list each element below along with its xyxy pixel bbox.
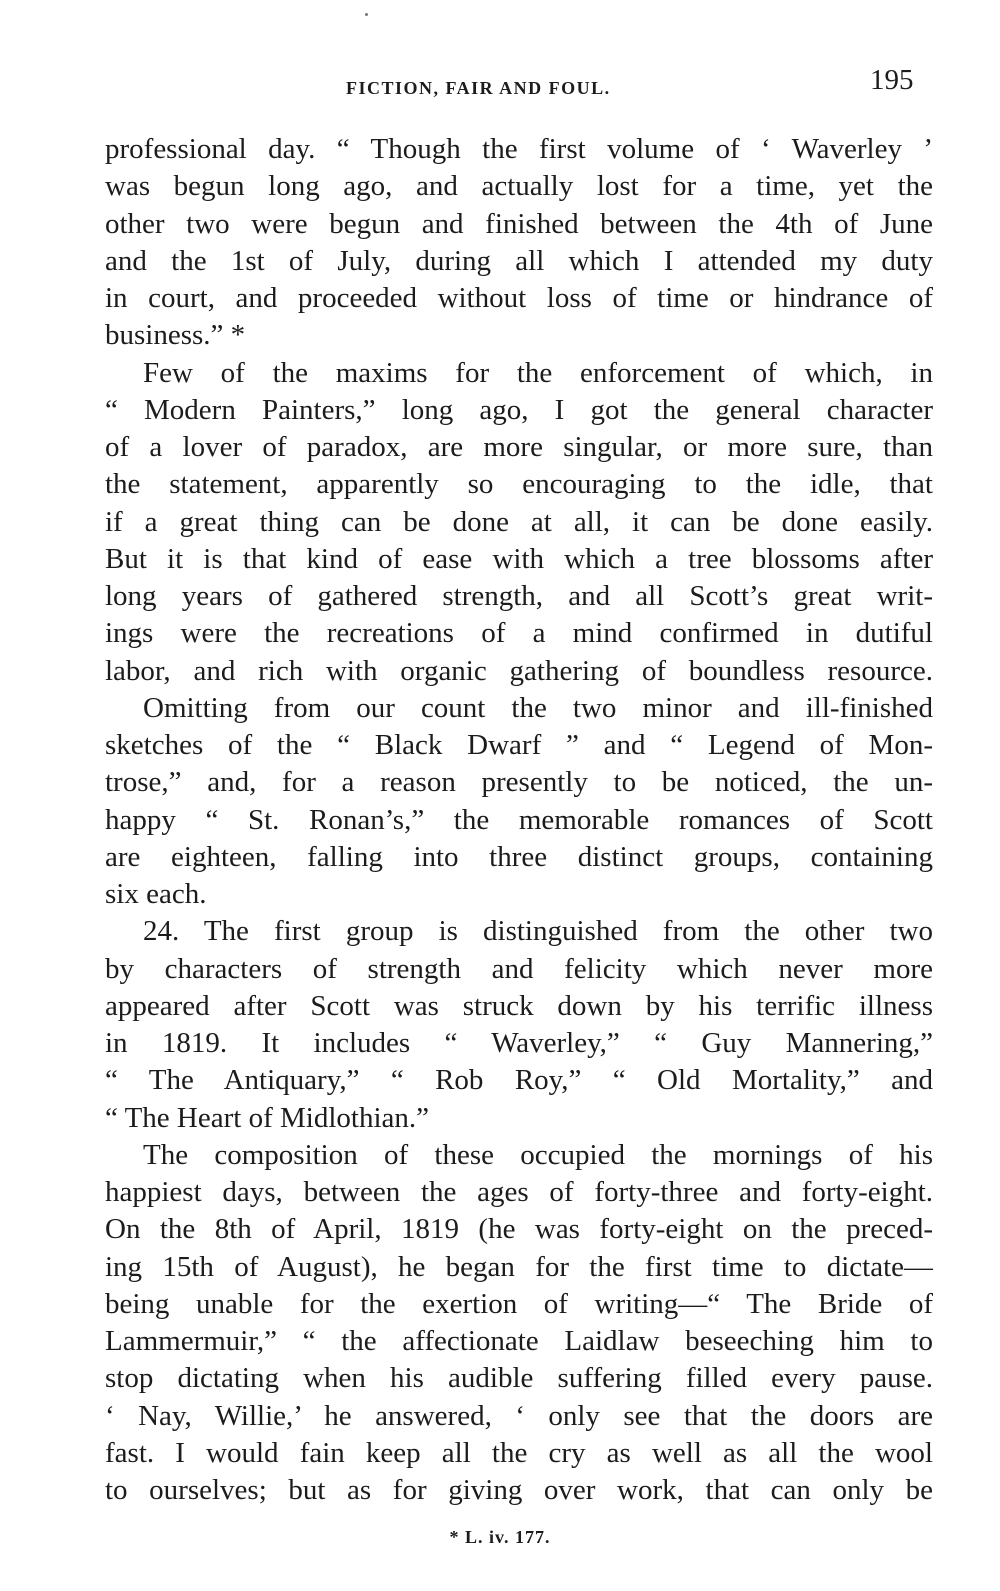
footnote: * L. iv. 177. xyxy=(449,1527,551,1547)
text-line: fast. I would fain keep all the cry as well as all the wool xyxy=(105,1436,933,1469)
text-line: On the 8th of April, 1819 (he was forty-eight on the preced- xyxy=(105,1213,933,1246)
text-line: of a lover of paradox, are more singular, or more sure, than xyxy=(105,431,933,463)
text-line: happy “ St. Ronan’s,” the memorable romances of Scott xyxy=(105,803,933,836)
page-number: 195 xyxy=(870,64,914,96)
text-line: in court, and proceeded without loss of time or hindrance of xyxy=(105,282,933,314)
paragraph-start-line: Few of the maxims for the enforcement of which, in xyxy=(143,356,933,389)
text-line: trose,” and, for a reason presently to be noticed, the un- xyxy=(105,766,933,799)
running-header xyxy=(0,64,1000,100)
text-line: stop dictating when his audible suffering filled every pause. xyxy=(105,1362,933,1395)
text-line: being unable for the exertion of writing—“ The Bride of xyxy=(105,1287,933,1320)
text-line: was begun long ago, and actually lost for a time, yet the xyxy=(105,170,933,203)
text-line: to ourselves; but as for giving over work, that can only be xyxy=(105,1474,933,1506)
text-line: ing 15th of August), he began for the first time to dictate— xyxy=(105,1250,933,1283)
text-line: six each. xyxy=(105,878,207,910)
text-line: other two were begun and finished between the 4th of June xyxy=(105,207,933,240)
running-title: FICTION, FAIR AND FOUL. xyxy=(346,78,611,98)
text-line: in 1819. It includes “ Waverley,” “ Guy Mannering,” xyxy=(105,1027,933,1059)
text-line: by characters of strength and felicity which never more xyxy=(105,952,933,985)
text-line: business.” * xyxy=(105,319,246,352)
text-line: sketches of the “ Black Dwarf ” and “ Legend of Mon- xyxy=(105,729,933,761)
text-line: ‘ Nay, Willie,’ he answered, ‘ only see that the doors are xyxy=(105,1399,933,1432)
text-line: “ The Heart of Midlothian.” xyxy=(105,1101,429,1134)
paper-speck xyxy=(365,13,368,16)
body-text xyxy=(105,131,933,1509)
text-line: Lammermuir,” “ the affectionate Laidlaw beseeching him to xyxy=(105,1325,933,1357)
text-line: “ The Antiquary,” “ Rob Roy,” “ Old Mortality,” and xyxy=(105,1064,933,1097)
paragraph-start-line: The composition of these occupied the mornings of his xyxy=(143,1138,933,1171)
text-line: are eighteen, falling into three distinct groups, containing xyxy=(105,840,933,873)
text-line: ings were the recreations of a mind confirmed in dutiful xyxy=(105,617,933,650)
text-line: labor, and rich with organic gathering of boundless resource. xyxy=(105,654,933,687)
text-line: and the 1st of July, during all which I attended my duty xyxy=(105,244,933,277)
text-line: appeared after Scott was struck down by his terrific illness xyxy=(105,989,933,1022)
section-24-start-line: 24. The first group is distinguished from the other two xyxy=(143,915,933,948)
text-line: if a great thing can be done at all, it can be done easily. xyxy=(105,505,933,538)
paragraph-start-line: Omitting from our count the two minor and ill-finished xyxy=(143,691,933,724)
text-line: But it is that kind of ease with which a tree blossoms after xyxy=(105,542,933,575)
text-line: “ Modern Painters,” long ago, I got the general character xyxy=(105,393,933,426)
text-line: the statement, apparently so encouraging to the idle, that xyxy=(105,468,933,501)
text-line: long years of gathered strength, and all Scott’s great writ- xyxy=(105,580,933,612)
text-line: professional day. “ Though the first volume of ‘ Waverley ’ xyxy=(105,133,933,165)
text-line: happiest days, between the ages of forty-three and forty-eight. xyxy=(105,1176,933,1208)
